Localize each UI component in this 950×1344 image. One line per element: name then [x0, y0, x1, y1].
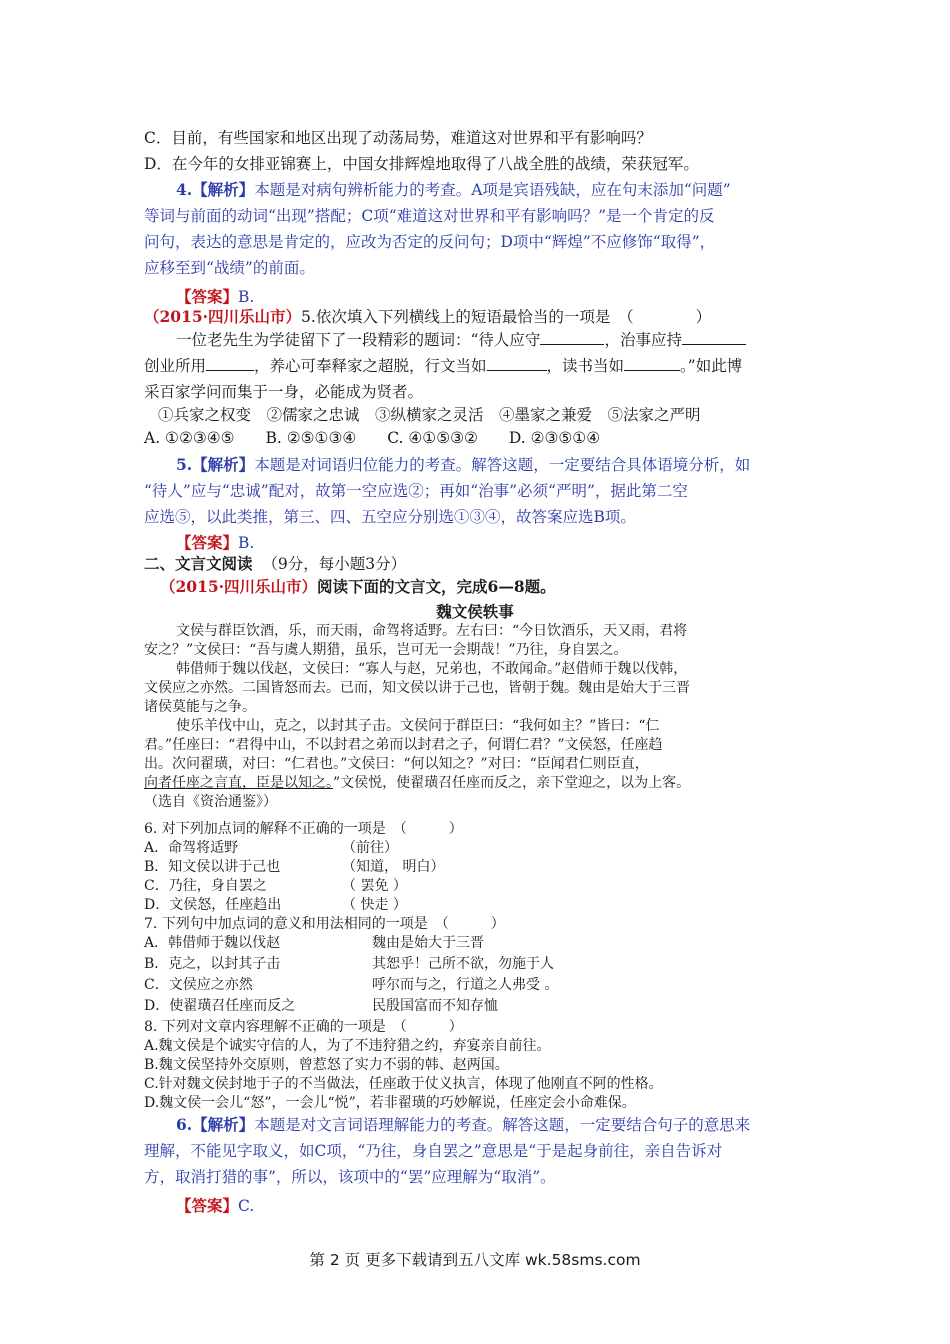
q5-passage-line: 创业所用 ，养心可奉释家之超脱，行文当如 ，读书当如 。”如此博 — [144, 357, 743, 375]
q6-option: D．文侯怒，任座趋出 — [144, 897, 282, 913]
q5-stem: （2015·四川乐山市）5.依次填入下列横线上的短语最恰当的一项是 （ ） — [144, 307, 712, 326]
q6-option: C．乃往，身自罢之 — [144, 878, 267, 894]
q6-option-note: （前往） — [342, 840, 398, 856]
q4-analysis-line: 应移至到“战绩”的前面。 — [144, 259, 315, 277]
q6-stem: 6. 对下列加点词的解释不正确的一项是 （ ） — [144, 821, 463, 837]
q5-analysis-line: 应选⑤，以此类推，第三、四、五空应分别选①③④，故答案应选B项。 — [144, 508, 636, 526]
q6-answer: 【答案】C. — [176, 1196, 255, 1215]
q8-stem: 8. 下列对文章内容理解不正确的一项是 （ ） — [144, 1019, 463, 1035]
q4-analysis-line: 问句，表达的意思是肯定的，应改为否定的反问句；D项中“辉煌”不应修饰“取得”， — [144, 233, 716, 251]
q7-stem: 7. 下列句中加点词的意义和用法相同的一项是 （ ） — [144, 916, 505, 932]
q6-option: A．命驾将适野 — [144, 840, 239, 856]
q4-analysis-line: 4.【解析】本题是对病句辨析能力的考查。A项是宾语残缺，应在句末添加“问题” — [176, 180, 731, 199]
section-heading: 二、文言文阅读 （9分，每小题3分） — [144, 554, 407, 573]
passage-line: 安之？”文侯曰：“吾与虞人期猎，虽乐，岂可无一会期哉！”乃往，身自罢之。 — [144, 642, 628, 658]
q5-options: A. ①②③④⑤ B. ②⑤①③④ C. ④①⑤③② D. ②③⑤①④ — [144, 429, 601, 447]
q8-option: B.魏文侯坚持外交原则，曾惹怒了实力不弱的韩、赵两国。 — [144, 1057, 509, 1073]
q4-analysis-label: 4.【解析】 — [176, 180, 255, 199]
q7-option-compare: 呼尔而与之，行道之人弗受 。 — [372, 977, 559, 993]
passage-line: 君。”任座曰：“君得中山，不以封君之弟而以封君之子，何谓仁君？”文侯怒，任座趋 — [144, 737, 663, 753]
q5-answer: 【答案】B. — [176, 533, 255, 552]
q8-option: A.魏文侯是个诚实守信的人，为了不违狩猎之约，弃宴亲自前往。 — [144, 1038, 551, 1054]
passage-source: （选自《资治通鉴》） — [144, 794, 277, 810]
page-footer: 第 2 页 更多下载请到五八文库 wk.58sms.com — [309, 1251, 641, 1269]
section-instruction: （2015·四川乐山市）阅读下面的文言文，完成6—8题。 — [160, 577, 556, 596]
q6-option: B．知文侯以讲于己也 — [144, 859, 281, 875]
q8-option: D.魏文侯一会儿“怒”，一会儿“悦”，若非翟璜的巧妙解说，任座定会小命难保。 — [144, 1095, 636, 1111]
q5-choices: ①兵家之权变 ②儒家之忠诚 ③纵横家之灵活 ④墨家之兼爱 ⑤法家之严明 — [158, 406, 701, 424]
q5-analysis-line: 5.【解析】本题是对词语归位能力的考查。解答这题，一定要结合具体语境分析，如 — [176, 455, 751, 474]
q7-option: D．使翟璜召任座而反之 — [144, 998, 296, 1014]
q6-option-note: （知道， 明白） — [342, 859, 445, 875]
underlined-sentence: 向者任座之言直，臣是以知之。 — [144, 775, 333, 791]
q6-option-note: （ 罢免 ） — [342, 878, 407, 894]
q7-option: A．韩借师于魏以伐赵 — [144, 935, 281, 951]
q6-option-note: （ 快走 ） — [342, 897, 407, 913]
q8-option: C.针对魏文侯封地于子的不当做法，任座敢于仗义执言，体现了他刚直不阿的性格。 — [144, 1076, 663, 1092]
q5-passage-line: 一位老先生为学徒留下了一段精彩的题词：“待人应守 ，治事应持 — [176, 328, 746, 352]
q3-option-c: C．目前，有些国家和地区出现了动荡局势，难道这对世界和平有影响吗？ — [144, 129, 652, 147]
q7-option: C．文侯应之亦然 — [144, 977, 253, 993]
passage-line: 使乐羊伐中山，克之，以封其子击。文侯问于群臣曰：“我何如主？”皆曰：“仁 — [176, 718, 660, 734]
q4-analysis-line: 等词与前面的动词“出现”搭配；C项“难道这对世界和平有影响吗？”是一个肯定的反 — [144, 207, 715, 225]
q7-option-compare: 其恕乎！己所不欲，勿施于人 — [372, 956, 554, 972]
q6-analysis-line: 理解，不能见字取义，如C项，“乃往，身自罢之”意思是“于是起身前往，亲自告诉对 — [144, 1142, 723, 1160]
q5-passage-line: 采百家学问而集于一身，必能成为贤者。 — [144, 383, 424, 401]
passage-title: 魏文侯轶事 — [436, 602, 514, 621]
passage-line: 向者任座之言直，臣是以知之。”文侯悦，使翟璜召任座而反之，亲下堂迎之，以为上客。 — [144, 775, 691, 791]
passage-line: 韩借师于魏以伐赵，文侯曰：“寡人与赵，兄弟也，不敢闻命。”赵借师于魏以伐韩， — [176, 661, 688, 677]
passage-line: 文侯应之亦然。二国皆怒而去。已而，知文侯以讲于己也，皆朝于魏。魏由是始大于三晋 — [144, 680, 690, 696]
passage-line: 出。次问翟璜，对曰：“仁君也。”文侯曰：“何以知之？”对曰：“臣闻君仁则臣直， — [144, 756, 649, 772]
passage-line: 文侯与群臣饮酒，乐，而天雨，命驾将适野。左右曰：“今日饮酒乐，天又雨，君将 — [176, 623, 688, 639]
q7-option: B．克之，以封其子击 — [144, 956, 281, 972]
q5-analysis-line: “待人”应与“忠诚”配对，故第一空应选②；再如“治事”必须“严明”，据此第二空 — [144, 482, 688, 500]
q6-analysis-line: 方，取消打猎的事”，所以，该项中的“罢”应理解为“取消”。 — [144, 1168, 556, 1186]
q7-option-compare: 魏由是始大于三晋 — [372, 935, 484, 951]
q3-option-d: D．在今年的女排亚锦赛上，中国女排辉煌地取得了八战全胜的战绩，荣获冠军。 — [144, 155, 699, 173]
q7-option-compare: 民殷国富而不知存恤 — [372, 998, 498, 1014]
passage-line: 诸侯莫能与之争。 — [144, 699, 256, 715]
q4-answer: 【答案】B. — [176, 287, 255, 306]
q6-analysis-line: 6.【解析】本题是对文言词语理解能力的考查。解答这题，一定要结合句子的意思来 — [176, 1115, 751, 1134]
